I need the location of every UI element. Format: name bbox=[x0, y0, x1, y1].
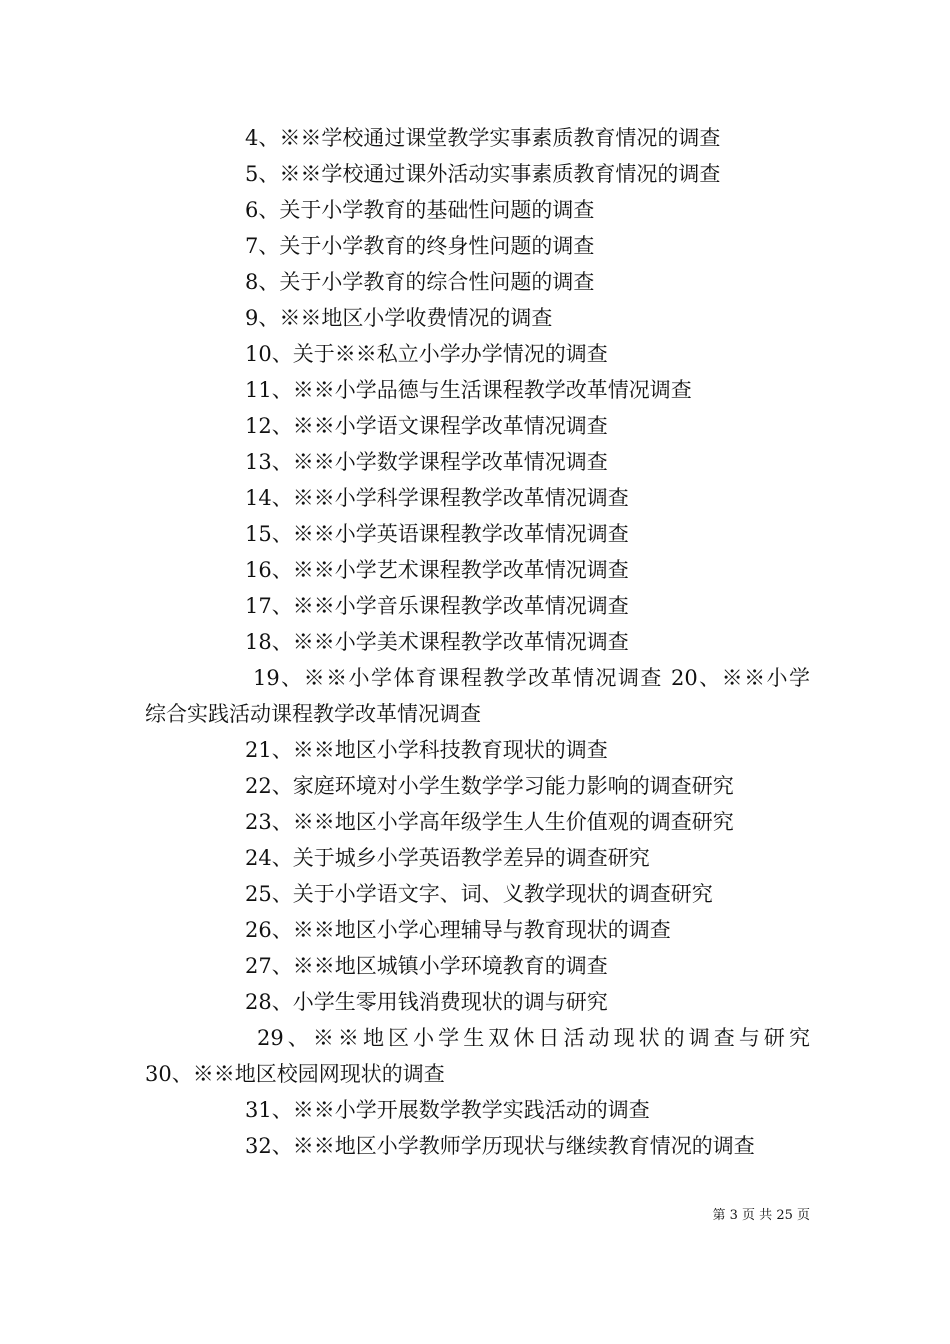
list-item: 8、关于小学教育的综合性问题的调查 bbox=[245, 270, 595, 294]
list-item: 28、小学生零用钱消费现状的调与研究 bbox=[245, 990, 608, 1014]
list-item: 32、※※地区小学教师学历现状与继续教育情况的调查 bbox=[245, 1134, 755, 1158]
list-item-wrapped-first-line: 29、※※地区小学生双休日活动现状的调查与研究 bbox=[257, 1026, 810, 1050]
list-item: 23、※※地区小学高年级学生人生价值观的调查研究 bbox=[245, 810, 734, 834]
list-item: 18、※※小学美术课程教学改革情况调查 bbox=[245, 630, 629, 654]
list-item-wrapped-first-line: 19、※※小学体育课程教学改革情况调查 20、※※小学 bbox=[253, 666, 810, 690]
list-item: 25、关于小学语文字、词、义教学现状的调查研究 bbox=[245, 882, 713, 906]
list-item: 21、※※地区小学科技教育现状的调查 bbox=[245, 738, 608, 762]
list-item: 22、家庭环境对小学生数学学习能力影响的调查研究 bbox=[245, 774, 734, 798]
list-item: 13、※※小学数学课程学改革情况调查 bbox=[245, 450, 608, 474]
list-item: 5、※※学校通过课外活动实事素质教育情况的调查 bbox=[245, 162, 721, 186]
list-item: 31、※※小学开展数学教学实践活动的调查 bbox=[245, 1098, 650, 1122]
list-item-wrapped-continuation: 综合实践活动课程教学改革情况调查 bbox=[145, 702, 481, 726]
list-item: 6、关于小学教育的基础性问题的调查 bbox=[245, 198, 595, 222]
list-item: 11、※※小学品德与生活课程教学改革情况调查 bbox=[245, 378, 692, 402]
page-number-footer: 第 3 页 共 25 页 bbox=[712, 1208, 810, 1223]
list-item: 9、※※地区小学收费情况的调查 bbox=[245, 306, 553, 330]
list-item: 14、※※小学科学课程教学改革情况调查 bbox=[245, 486, 629, 510]
list-item: 26、※※地区小学心理辅导与教育现状的调查 bbox=[245, 918, 671, 942]
list-item: 15、※※小学英语课程教学改革情况调查 bbox=[245, 522, 629, 546]
list-item: 17、※※小学音乐课程教学改革情况调查 bbox=[245, 594, 629, 618]
list-item: 24、关于城乡小学英语教学差异的调查研究 bbox=[245, 846, 650, 870]
list-item: 10、关于※※私立小学办学情况的调查 bbox=[245, 342, 608, 366]
list-item-wrapped-continuation: 30、※※地区校园网现状的调查 bbox=[145, 1062, 445, 1086]
list-item: 27、※※地区城镇小学环境教育的调查 bbox=[245, 954, 608, 978]
list-item: 16、※※小学艺术课程教学改革情况调查 bbox=[245, 558, 629, 582]
survey-topic-list bbox=[145, 120, 810, 1164]
list-item: 7、关于小学教育的终身性问题的调查 bbox=[245, 234, 595, 258]
list-item: 12、※※小学语文课程学改革情况调查 bbox=[245, 414, 608, 438]
list-item: 4、※※学校通过课堂教学实事素质教育情况的调查 bbox=[245, 126, 721, 150]
